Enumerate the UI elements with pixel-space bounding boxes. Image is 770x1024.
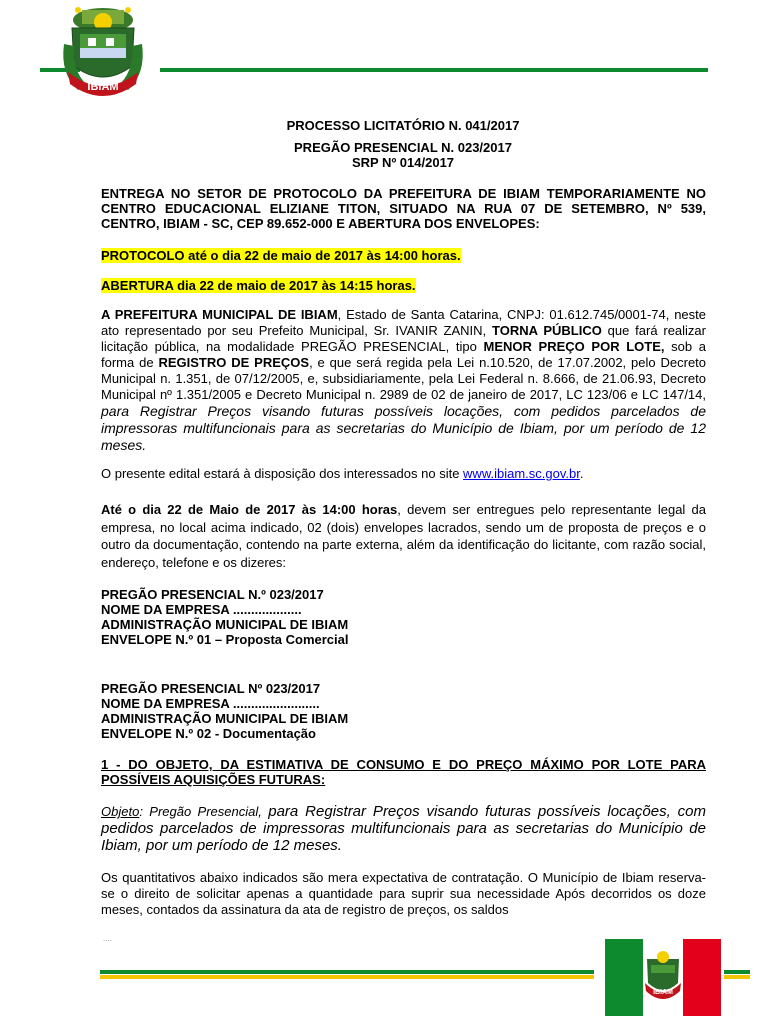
- protocolo-line: [101, 248, 706, 264]
- objeto-small: : Pregão Presencial,: [139, 804, 269, 819]
- ate-paragraph: [101, 501, 706, 571]
- intro-text-b: que fará realizar licitação pública, na modalidade PREGÃO PRESENCIAL, tipo: [101, 323, 706, 354]
- intro-bold-2: TORNA PÚBLICO: [492, 323, 602, 338]
- flag-crest-text: IBIAM: [653, 989, 673, 996]
- envelope-2-block: [101, 681, 348, 741]
- footer-rule-green-right: [724, 970, 750, 974]
- envelope-2-line: PREGÃO PRESENCIAL Nº 023/2017: [101, 681, 321, 696]
- edital-text: O presente edital estará à disposição dos interessados no site: [101, 466, 464, 481]
- intro-bold-3: MENOR PREÇO POR LOTE,: [483, 339, 665, 354]
- intro-bold-4: REGISTRO DE PREÇOS: [158, 355, 310, 370]
- envelope-2-line: NOME DA EMPRESA ........................: [101, 696, 320, 711]
- objeto-text: para Registrar Preços visando futuras possíveis locações, com pedidos parcelados de impressoras multifuncionais para as secretarias do Município de Ibiam, por um período de 12 meses.: [101, 803, 706, 854]
- footer-rule-green: [100, 970, 594, 974]
- envelope-1-line: ADMINISTRAÇÃO MUNICIPAL DE IBIAM: [101, 617, 349, 632]
- section-1-heading: 1 - DO OBJETO, DA ESTIMATIVA DE CONSUMO E DO PREÇO MÁXIMO POR LOTE PARA POSSÍVEIS AQUISIÇÕES FUTURAS:: [101, 757, 706, 787]
- pregao-title: PREGÃO PRESENCIAL N. 023/2017: [294, 140, 512, 155]
- envelope-2-line: ENVELOPE N.º 02 - Documentação: [101, 726, 316, 741]
- intro-text-c: sob a forma de: [101, 339, 706, 370]
- intro-text-d: , e que será regida pela Lei n.10.520, de 17.07.2002, pelo Decreto Municipal n. 1.351, de 07/12/2005, e, subsidiariamente, pela Lei Federal n. 8.666, de 21.06.93, Decreto Municipal nº 1.351/2005 e Decreto Municipal n. 2989 de 02 de janeiro de 2017, LC 123/06 e LC 147/14,: [101, 355, 707, 402]
- footer-rule-yellow: [100, 975, 594, 979]
- envelope-2-line: ADMINISTRAÇÃO MUNICIPAL DE IBIAM: [101, 711, 349, 726]
- envelope-1-line: NOME DA EMPRESA ...................: [101, 602, 302, 617]
- ibiam-site-link[interactable]: www.ibiam.sc.gov.br: [463, 466, 580, 481]
- objeto-paragraph: [101, 803, 706, 854]
- abertura-line: [101, 278, 706, 294]
- srp-title: SRP Nº 014/2017: [351, 155, 455, 170]
- crest-banner-text: IBIAM: [87, 81, 119, 93]
- intro-bold-1: A PREFEITURA MUNICIPAL DE IBIAM: [101, 307, 338, 322]
- footer-dots: ....: [103, 934, 112, 943]
- objeto-label: Objeto: [101, 804, 140, 819]
- intro-italic: para Registrar Preços visando futuras possíveis locações, com pedidos parcelados de impressoras multifuncionais para as secretarias do Município de Ibiam, por um período de 12 meses.: [101, 403, 706, 453]
- entrega-paragraph: ENTREGA NO SETOR DE PROTOCOLO DA PREFEITURA DE IBIAM TEMPORARIAMENTE NO CENTRO EDUCACIONAL ELIZIANE TITON, SITUADO NA RUA 07 DE SETEMBRO, Nº 539, CENTRO, IBIAM - SC, CEP 89.652-000 E ABERTURA DOS ENVELOPES:: [101, 186, 706, 231]
- process-title: PROCESSO LICITATÓRIO N. 041/2017: [286, 118, 520, 133]
- municipal-flag: [605, 939, 721, 1016]
- envelope-1-block: [101, 587, 349, 647]
- envelope-1-line: ENVELOPE N.º 01 – Proposta Comercial: [101, 632, 349, 647]
- edital-end: .: [579, 466, 584, 481]
- abertura-highlight: ABERTURA dia 22 de maio de 2017 às 14:15 horas.: [101, 278, 416, 293]
- ate-text: , devem ser entregues pelo representante legal da empresa, no local acima indicado, 02 (dois) envelopes lacrados, sendo um de proposta de preços e o outro da documentação, contendo na parte externa, além da identificação do licitante, com razão social, endereço, telefone e os dizeres:: [101, 502, 706, 570]
- envelope-1-line: PREGÃO PRESENCIAL N.º 023/2017: [101, 587, 324, 602]
- intro-text-a: , Estado de Santa Catarina, CNPJ: 01.612.745/0001-74, neste ato representado por seu Prefeito Municipal, Sr. IVANIR ZANIN,: [101, 307, 706, 338]
- header-rule: [160, 68, 708, 72]
- intro-paragraph: [101, 307, 706, 454]
- footer-rule-yellow-right: [724, 975, 750, 979]
- municipal-crest-logo: [58, 4, 148, 108]
- ate-bold: Até o dia 22 de Maio de 2017 às 14:00 horas: [101, 502, 398, 517]
- protocolo-highlight: PROTOCOLO até o dia 22 de maio de 2017 às 14:00 horas.: [101, 248, 461, 263]
- quantitativos-paragraph: Os quantitativos abaixo indicados são mera expectativa de contratação. O Município de Ibiam reserva-se o direito de solicitar apenas a quantidade para suprir sua necessidade Após decorridos os doze meses, contados da assinatura da ata de registro de preços, os saldos: [101, 870, 706, 917]
- edital-line: [101, 466, 706, 482]
